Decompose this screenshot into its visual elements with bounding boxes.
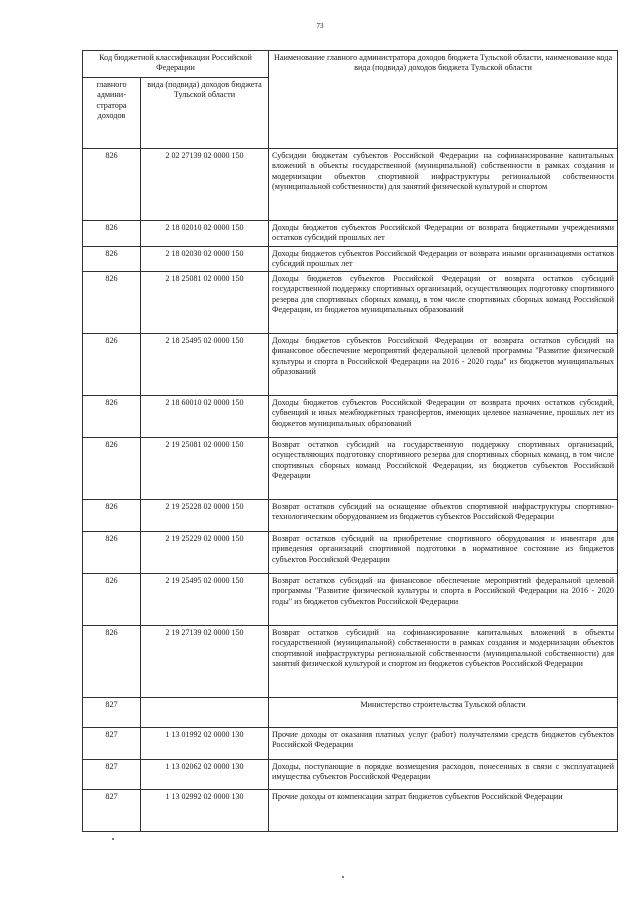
cell-income-name: Доходы бюджетов субъектов Российской Федерации от возврата остатков субсидий государственной поддержку спортивных организаций, осуществляющих подготовку спортивного резерва для спортивных сборных команд, в том числе спортивных сборных команд Российской Федерации, из бюджетов муниципальных образований	[269, 272, 618, 334]
table-row	[83, 790, 618, 832]
cell-income-name: Возврат остатков субсидий на приобретение спортивного оборудования и инвентаря для приведения организаций спортивной подготовки в нормативное состояние из бюджетов субъектов Российской Федерации	[269, 532, 618, 574]
cell-income-name: Доходы бюджетов субъектов Российской Федерации от возврата иными организациями остатков субсидий прошлых лет	[269, 246, 618, 272]
cell-admin-code: 826	[83, 396, 141, 438]
cell-admin-code: 826	[83, 500, 141, 532]
cell-admin-code: 826	[83, 246, 141, 272]
cell-income-code: 2 18 60010 02 0000 150	[141, 396, 269, 438]
cell-admin-code: 826	[83, 574, 141, 626]
header-chief-administrator: главного админи-стратора доходов	[83, 78, 141, 149]
cell-income-code: 2 18 25495 02 0000 150	[141, 334, 269, 396]
cell-income-code: 1 13 01992 02 0000 130	[141, 728, 269, 760]
table-row	[83, 438, 618, 500]
cell-income-code: 2 19 25081 02 0000 150	[141, 438, 269, 500]
cell-admin-code: 827	[83, 760, 141, 790]
cell-income-name: Возврат остатков субсидий на финансовое обеспечение мероприятий федеральной целевой программы "Развитие физической культуры и спорта в Российской Федерации на 2016 - 2020 годы" из бюджетов субъектов Российской Федерации	[269, 574, 618, 626]
cell-admin-code: 827	[83, 698, 141, 728]
table-body	[83, 149, 618, 832]
header-administrator-name: Наименование главного администратора доходов бюджета Тульской области, наименование кода вида (подвида) доходов бюджета Тульской области	[269, 51, 618, 149]
scan-speck	[342, 876, 344, 878]
cell-administrator-heading: Министерство строительства Тульской области	[269, 698, 618, 728]
budget-classification-table	[82, 50, 618, 832]
cell-income-name: Доходы, поступающие в порядке возмещения расходов, понесенных в связи с эксплуатацией имущества субъектов Российской Федерации	[269, 760, 618, 790]
cell-income-code: 2 19 25228 02 0000 150	[141, 500, 269, 532]
cell-income-name: Прочие доходы от компенсации затрат бюджетов субъектов Российской Федерации	[269, 790, 618, 832]
table-row	[83, 626, 618, 698]
cell-income-name: Возврат остатков субсидий на софинансирование капитальных вложений в объекты государственной (муниципальной) собственности в рамках создания и модернизации объектов спортивной инфраструктуры региональной собственности (муниципальной собственности) для занятий физической культурой и спортом из бюджетов субъектов Российской Федерации	[269, 626, 618, 698]
table-row	[83, 334, 618, 396]
cell-income-code: 2 19 27139 02 0000 150	[141, 626, 269, 698]
cell-income-code: 2 18 25081 02 0000 150	[141, 272, 269, 334]
cell-income-name: Доходы бюджетов субъектов Российской Федерации от возврата прочих остатков субсидий, субвенций и иных межбюджетных трансфертов, имеющих целевое назначение, прошлых лет из бюджетов муниципальных образований	[269, 396, 618, 438]
cell-admin-code: 827	[83, 728, 141, 760]
table-row	[83, 574, 618, 626]
cell-admin-code: 826	[83, 334, 141, 396]
cell-admin-code: 826	[83, 438, 141, 500]
cell-income-code: 2 18 02010 02 0000 150	[141, 221, 269, 247]
cell-admin-code: 826	[83, 626, 141, 698]
cell-income-code: 1 13 02062 02 0000 130	[141, 760, 269, 790]
header-income-kind: вида (подвида) доходов бюджета Тульской области	[141, 78, 269, 149]
table-row	[83, 500, 618, 532]
table-row	[83, 698, 618, 728]
header-classification-code: Код бюджетной классификации Российской Федерации	[83, 51, 269, 78]
cell-income-code: 1 13 02992 02 0000 130	[141, 790, 269, 832]
table-row	[83, 149, 618, 221]
scan-speck	[112, 838, 114, 840]
table-row	[83, 272, 618, 334]
cell-admin-code: 826	[83, 272, 141, 334]
cell-income-name: Прочие доходы от оказания платных услуг (работ) получателями средств бюджетов субъектов Российской Федерации	[269, 728, 618, 760]
table-row	[83, 396, 618, 438]
cell-income-name: Субсидии бюджетам субъектов Российской Федерации на софинансирование капитальных вложений в объекты государственной (муниципальной) собственности в рамках создания и модернизации объектов спортивной инфраструктуры региональной собственности (муниципальной собственности) для занятий физической культурой и спортом	[269, 149, 618, 221]
cell-admin-code: 827	[83, 790, 141, 832]
cell-income-code: 2 02 27139 02 0000 150	[141, 149, 269, 221]
cell-income-name: Доходы бюджетов субъектов Российской Федерации от возврата остатков субсидий на финансовое обеспечение мероприятий федеральной целевой программы "Развитие физической культуры и спорта в Российской Федерации на 2016 - 2020 годы" из бюджетов муниципальных образований	[269, 334, 618, 396]
cell-income-code: 2 18 02030 02 0000 150	[141, 246, 269, 272]
cell-admin-code: 826	[83, 149, 141, 221]
table-row	[83, 532, 618, 574]
cell-income-code: 2 19 25495 02 0000 150	[141, 574, 269, 626]
table-row	[83, 728, 618, 760]
table-row	[83, 221, 618, 247]
table-row	[83, 760, 618, 790]
cell-income-name: Доходы бюджетов субъектов Российской Федерации от возврата бюджетными учреждениями остатков субсидий прошлых лет	[269, 221, 618, 247]
cell-admin-code: 826	[83, 532, 141, 574]
cell-income-name: Возврат остатков субсидий на оснащение объектов спортивной инфраструктуры спортивно-технологическим оборудованием из бюджетов субъектов Российской Федерации	[269, 500, 618, 532]
cell-income-code	[141, 698, 269, 728]
page-number: 73	[316, 22, 324, 30]
cell-admin-code: 826	[83, 221, 141, 247]
table-row	[83, 246, 618, 272]
cell-income-name: Возврат остатков субсидий на государственную поддержку спортивных организаций, осуществляющих подготовку спортивного резерва для спортивных сборных команд, в том числе спортивных сборных команд Российской Федерации, из бюджетов субъектов Российской Федерации	[269, 438, 618, 500]
cell-income-code: 2 19 25229 02 0000 150	[141, 532, 269, 574]
